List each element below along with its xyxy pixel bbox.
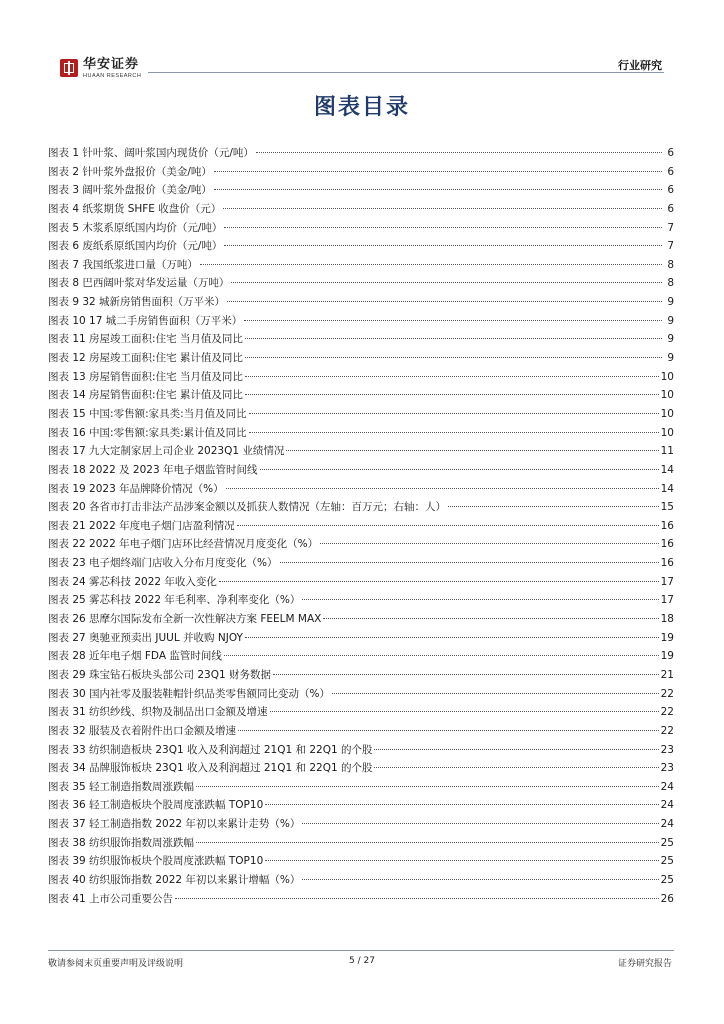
toc-entry[interactable] xyxy=(48,144,674,163)
toc-entry[interactable] xyxy=(48,703,674,722)
toc-entry[interactable] xyxy=(48,424,674,443)
toc-entry[interactable] xyxy=(48,722,674,741)
toc-leader-dots xyxy=(238,730,659,731)
toc-leader-dots xyxy=(231,282,662,283)
toc-entry[interactable] xyxy=(48,666,674,685)
toc-leader-dots xyxy=(448,506,659,507)
toc-leader-dots xyxy=(245,376,659,377)
toc-entry-label: 图表 12 房屋竣工面积:住宅 累计值及同比 xyxy=(48,352,243,365)
toc-entry-page: 8 xyxy=(667,258,674,271)
toc-entry[interactable] xyxy=(48,498,674,517)
toc-entry-page: 22 xyxy=(660,724,674,737)
toc-entry-label: 图表 27 奥驰亚预卖出 JUUL 并收购 NJOY xyxy=(48,631,243,644)
toc-entry-label: 图表 25 雾芯科技 2022 年毛利率、净利率变化（%） xyxy=(48,594,301,607)
toc-entry-label: 图表 1 针叶浆、阔叶浆国内现货价（元/吨） xyxy=(48,147,254,159)
toc-entry[interactable] xyxy=(48,815,674,834)
toc-entry-label: 图表 40 纺织服饰指数 2022 年初以来累计增幅（%） xyxy=(48,873,301,886)
toc-entry[interactable] xyxy=(48,219,674,238)
page-indicator: 5 / 27 xyxy=(349,956,375,966)
toc-entry-page: 14 xyxy=(660,463,674,476)
toc-entry-label: 图表 35 轻工制造指数周涨跌幅 xyxy=(48,780,195,793)
toc-entry-page: 18 xyxy=(660,613,674,626)
table-of-figures xyxy=(48,144,674,908)
toc-entry-label: 图表 41 上市公司重要公告 xyxy=(48,892,174,905)
toc-entry-label: 图表 24 雾芯科技 2022 年收入变化 xyxy=(48,575,217,588)
toc-leader-dots xyxy=(214,189,662,190)
toc-entry[interactable] xyxy=(48,591,674,610)
toc-entry-label: 图表 4 纸浆期货 SHFE 收盘价（元） xyxy=(48,202,222,215)
toc-entry-label: 图表 10 17 城二手房销售面积（万平米） xyxy=(48,314,243,327)
toc-entry-label: 图表 30 国内社零及服装鞋帽针织品类零售额同比变动（%） xyxy=(48,687,331,700)
brand-name-en: HUAAN RESEARCH xyxy=(83,73,142,79)
toc-entry[interactable] xyxy=(48,163,674,182)
brand-name-cn: 华安证券 xyxy=(83,57,140,72)
toc-leader-dots xyxy=(249,432,659,433)
toc-entry[interactable] xyxy=(48,349,674,368)
section-label: 行业研究 xyxy=(618,59,662,72)
toc-entry-label: 图表 11 房屋竣工面积:住宅 当月值及同比 xyxy=(48,333,243,346)
toc-entry-page: 25 xyxy=(660,855,674,868)
toc-entry[interactable] xyxy=(48,741,674,760)
toc-entry-label: 图表 22 2022 年电子烟门店环比经营情况月度变化（%） xyxy=(48,538,319,551)
toc-entry-label: 图表 3 阔叶浆外盘报价（美金/吨） xyxy=(48,184,212,197)
toc-entry[interactable] xyxy=(48,368,674,387)
toc-entry-page: 10 xyxy=(660,407,674,420)
toc-entry-page: 21 xyxy=(660,668,674,681)
toc-leader-dots xyxy=(226,488,659,489)
report-type: 证券研究报告 xyxy=(617,959,672,969)
toc-leader-dots xyxy=(323,618,658,619)
toc-leader-dots xyxy=(249,413,659,414)
toc-entry-label: 图表 26 思摩尔国际发布全新一次性解决方案 FEELM MAX xyxy=(48,613,322,626)
toc-entry-label: 图表 33 纺织制造板块 23Q1 收入及利润超过 21Q1 和 22Q1 的个股 xyxy=(48,743,373,756)
toc-entry-page: 10 xyxy=(660,389,674,402)
toc-entry-page: 6 xyxy=(667,184,674,197)
header-divider xyxy=(148,72,664,73)
toc-leader-dots xyxy=(223,208,662,209)
toc-entry-label: 图表 6 废纸系原纸国内均价（元/吨） xyxy=(48,240,223,253)
toc-leader-dots xyxy=(196,786,659,787)
toc-leader-dots xyxy=(273,674,659,675)
toc-entry[interactable] xyxy=(48,237,674,256)
toc-leader-dots xyxy=(224,227,662,228)
toc-entry-page: 19 xyxy=(660,650,674,663)
toc-entry[interactable] xyxy=(48,386,674,405)
toc-entry-label: 图表 28 近年电子烟 FDA 监管时间线 xyxy=(48,650,222,663)
toc-entry[interactable] xyxy=(48,480,674,499)
toc-entry-label: 图表 38 纺织服饰指数周涨跌幅 xyxy=(48,836,195,849)
toc-entry[interactable] xyxy=(48,629,674,648)
toc-leader-dots xyxy=(270,711,659,712)
toc-entry-label: 图表 21 2022 年度电子烟门店盈利情况 xyxy=(48,519,235,532)
toc-leader-dots xyxy=(237,525,659,526)
toc-entry-label: 图表 9 32 城新房销售面积（万平米） xyxy=(48,296,226,309)
toc-entry[interactable] xyxy=(48,871,674,890)
toc-entry-label: 图表 29 珠宝钻石板块头部公司 23Q1 财务数据 xyxy=(48,668,272,681)
toc-leader-dots xyxy=(227,301,662,302)
toc-entry-page: 23 xyxy=(660,762,674,775)
toc-entry[interactable] xyxy=(48,573,674,592)
toc-entry-page: 23 xyxy=(660,743,674,756)
toc-entry-label: 图表 14 房屋销售面积:住宅 累计值及同比 xyxy=(48,389,243,402)
toc-entry-label: 图表 19 2023 年品牌降价情况（%） xyxy=(48,482,224,495)
toc-entry-label: 图表 37 轻工制造指数 2022 年初以来累计走势（%） xyxy=(48,818,301,831)
toc-leader-dots xyxy=(302,823,658,824)
toc-leader-dots xyxy=(280,562,659,563)
toc-entry-page: 25 xyxy=(660,836,674,849)
toc-entry-label: 图表 39 纺织服饰板块个股周度涨跌幅 TOP10 xyxy=(48,855,264,868)
seal-icon xyxy=(60,59,78,77)
toc-leader-dots xyxy=(224,245,662,246)
toc-entry-label: 图表 34 品牌服饰板块 23Q1 收入及利润超过 21Q1 和 22Q1 的个股 xyxy=(48,762,373,775)
toc-entry[interactable] xyxy=(48,181,674,200)
toc-entry-page: 16 xyxy=(660,538,674,551)
toc-entry-page: 25 xyxy=(660,873,674,886)
toc-entry-label: 图表 7 我国纸浆进口量（万吨） xyxy=(48,258,198,271)
toc-entry-label: 图表 36 轻工制造板块个股周度涨跌幅 TOP10 xyxy=(48,799,264,812)
toc-entry[interactable] xyxy=(48,461,674,480)
toc-leader-dots xyxy=(244,320,662,321)
toc-leader-dots xyxy=(200,264,662,265)
toc-leader-dots xyxy=(175,898,659,899)
toc-leader-dots xyxy=(219,581,659,582)
toc-leader-dots xyxy=(260,469,659,470)
toc-entry[interactable] xyxy=(48,685,674,704)
toc-entry[interactable] xyxy=(48,200,674,219)
toc-entry-page: 16 xyxy=(660,557,674,570)
toc-entry-label: 图表 20 各省市打击非法产品涉案金额以及抓获人数情况（左轴：百万元；右轴：人） xyxy=(48,501,447,514)
toc-entry-label: 图表 2 针叶浆外盘报价（美金/吨） xyxy=(48,165,212,178)
toc-leader-dots xyxy=(214,171,662,172)
toc-entry-page: 26 xyxy=(660,892,674,905)
toc-entry-page: 9 xyxy=(667,314,674,327)
toc-entry-page: 22 xyxy=(660,706,674,719)
toc-leader-dots xyxy=(196,842,659,843)
toc-leader-dots xyxy=(265,860,658,861)
toc-entry-page: 17 xyxy=(660,594,674,607)
toc-entry[interactable] xyxy=(48,554,674,573)
toc-entry-page: 14 xyxy=(660,482,674,495)
toc-entry-page: 15 xyxy=(660,501,674,514)
toc-entry-page: 24 xyxy=(660,818,674,831)
toc-entry-page: 24 xyxy=(660,780,674,793)
toc-entry-label: 图表 13 房屋销售面积:住宅 当月值及同比 xyxy=(48,370,243,383)
footer-disclaimer: 敬请参阅末页重要声明及评级说明 xyxy=(48,959,184,969)
toc-entry-page: 6 xyxy=(667,202,674,215)
toc-leader-dots xyxy=(374,749,658,750)
toc-leader-dots xyxy=(245,394,659,395)
toc-entry[interactable] xyxy=(48,796,674,815)
brand-logo xyxy=(60,58,141,80)
toc-entry-page: 9 xyxy=(667,352,674,365)
page-header xyxy=(0,0,724,80)
toc-entry-page: 9 xyxy=(667,296,674,309)
toc-entry[interactable] xyxy=(48,312,674,331)
toc-entry-page: 7 xyxy=(667,221,674,234)
toc-entry-label: 图表 16 中国:零售额:家具类:累计值及同比 xyxy=(48,426,247,439)
toc-entry[interactable] xyxy=(48,852,674,871)
toc-entry-label: 图表 23 电子烟终端门店收入分布月度变化（%） xyxy=(48,557,278,570)
toc-entry[interactable] xyxy=(48,759,674,778)
toc-entry-page: 10 xyxy=(660,426,674,439)
toc-entry-label: 图表 15 中国:零售额:家具类:当月值及同比 xyxy=(48,407,247,420)
toc-entry[interactable] xyxy=(48,517,674,536)
toc-entry-label: 图表 17 九大定制家居上司企业 2023Q1 业绩情况 xyxy=(48,445,285,458)
page-title: 图表目录 xyxy=(313,95,410,120)
toc-entry-label: 图表 18 2022 及 2023 年电子烟监管时间线 xyxy=(48,463,258,476)
toc-leader-dots xyxy=(224,655,659,656)
toc-leader-dots xyxy=(245,338,662,339)
toc-entry[interactable] xyxy=(48,647,674,666)
toc-leader-dots xyxy=(245,357,662,358)
toc-leader-dots xyxy=(256,152,662,153)
toc-leader-dots xyxy=(332,693,659,694)
brand-text xyxy=(83,58,141,80)
toc-entry-page: 6 xyxy=(667,147,674,159)
toc-entry-page: 7 xyxy=(667,240,674,253)
toc-leader-dots xyxy=(286,450,658,451)
toc-entry-label: 图表 5 木浆系原纸国内均价（元/吨） xyxy=(48,221,223,234)
toc-entry-page: 22 xyxy=(660,687,674,700)
toc-entry-label: 图表 31 纺织纱线、织物及制品出口金额及增速 xyxy=(48,706,268,719)
toc-entry-page: 16 xyxy=(660,519,674,532)
toc-entry-page: 24 xyxy=(660,799,674,812)
toc-leader-dots xyxy=(320,543,659,544)
toc-entry[interactable] xyxy=(48,890,674,909)
toc-entry[interactable] xyxy=(48,405,674,424)
toc-entry-page: 17 xyxy=(660,575,674,588)
toc-entry-page: 10 xyxy=(660,370,674,383)
toc-entry[interactable] xyxy=(48,442,674,461)
toc-entry-label: 图表 32 服装及衣着附件出口金额及增速 xyxy=(48,724,237,737)
toc-entry-label: 图表 8 巴西阔叶浆对华发运量（万吨） xyxy=(48,277,230,290)
toc-leader-dots xyxy=(265,804,658,805)
toc-entry[interactable] xyxy=(48,274,674,293)
toc-entry[interactable] xyxy=(48,535,674,554)
toc-entry-page: 8 xyxy=(667,277,674,290)
toc-entry-page: 11 xyxy=(660,445,674,458)
toc-entry[interactable] xyxy=(48,610,674,629)
toc-entry[interactable] xyxy=(48,256,674,275)
footer-divider xyxy=(48,950,674,951)
toc-entry-page: 6 xyxy=(667,165,674,178)
toc-leader-dots xyxy=(302,879,658,880)
toc-leader-dots xyxy=(374,767,658,768)
toc-entry[interactable] xyxy=(48,293,674,312)
toc-entry-page: 19 xyxy=(660,631,674,644)
toc-leader-dots xyxy=(245,637,659,638)
toc-entry[interactable] xyxy=(48,778,674,797)
toc-entry-page: 9 xyxy=(667,333,674,346)
toc-entry[interactable] xyxy=(48,330,674,349)
toc-leader-dots xyxy=(302,599,658,600)
toc-entry[interactable] xyxy=(48,834,674,853)
